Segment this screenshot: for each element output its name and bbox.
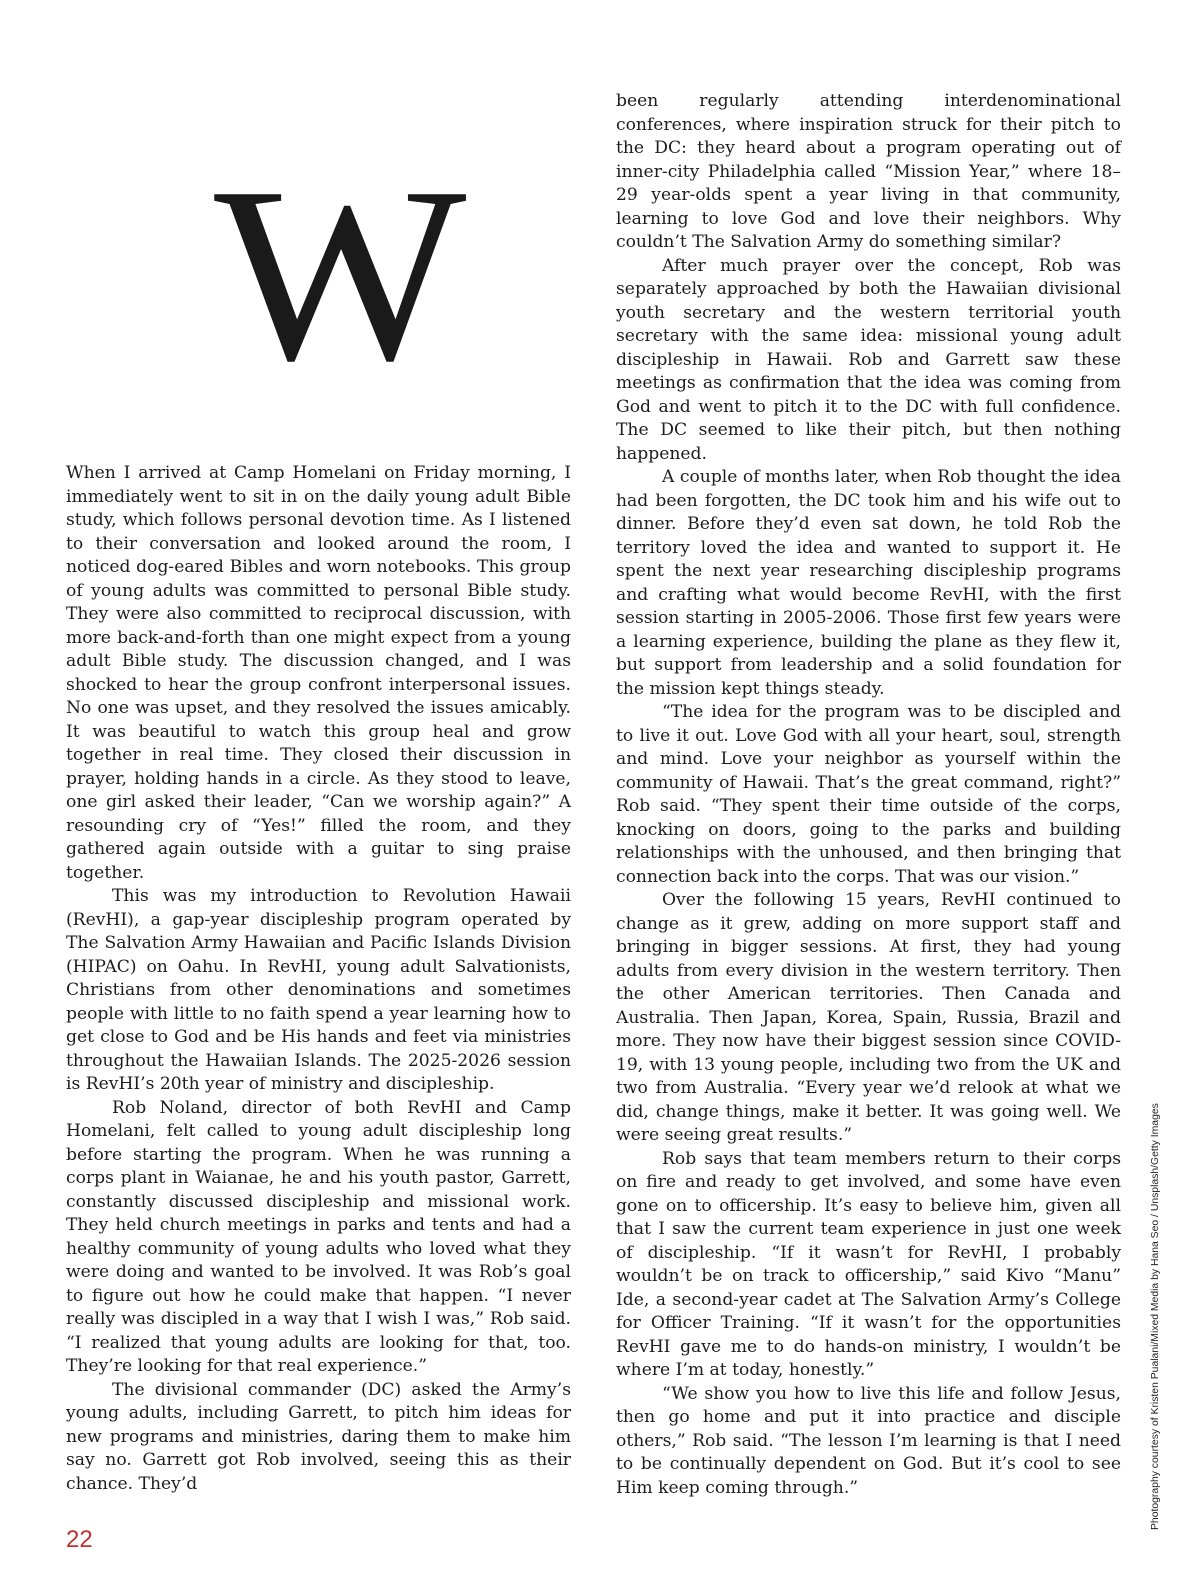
article-paragraph: After much prayer over the concept, Rob was separately approached by both the Hawaiian divisional youth secretary and the western territorial youth secretary with the same idea: missional young adult discipleship in Hawaii. Rob and Garrett saw these meetings as confirmation that the idea was coming from God and went to pitch it to the DC with full confidence. The DC seemed to like their pitch, but then nothing happened.	[616, 255, 1121, 464]
article-paragraph: “We show you how to live this life and follow Jesus, then go home and put it into practice and disciple others,” Rob said. “The lesson I’m learning is that I need to be continually dependent on God. But it’s cool to see Him keep coming through.”	[616, 1383, 1121, 1498]
page-number: 22	[66, 1526, 93, 1553]
photo-credit: Photography courtesy of Kristen Pualani/Mixed Media by Hana Seo / Unsplash/Getty Images	[1150, 1103, 1161, 1530]
article-paragraph: Rob says that team members return to their corps on fire and ready to get involved, and some have even gone on to officership. It’s easy to believe him, given all that I saw the current team experience in just one week of discipleship. “If it wasn’t for RevHI, I probably wouldn’t be on track to officership,” said Kivo “Manu” Ide, a second-year cadet at The Salvation Army’s College for Officer Training. “If it wasn’t for the opportunities RevHI gave me to do hands-on ministry, I wouldn’t be where I’m at today, honestly.”	[616, 1148, 1121, 1380]
article-column-left	[66, 462, 571, 1496]
article-paragraph: “The idea for the program was to be discipled and to live it out. Love God with all your heart, soul, strength and mind. Love your neighbor as yourself within the community of Hawaii. That’s the great command, right?” Rob said. “They spent their time outside of the corps, knocking on doors, going to the parks and building relationships with the unhoused, and then bringing that connection back into the corps. That was our vision.”	[616, 702, 1121, 887]
article-paragraph: been regularly attending interdenominational conferences, where inspiration struck for their pitch to the DC: they heard about a program operating out of inner-city Philadelphia called “Mission Year,” where 18–29 year-olds spent a year living in that community, learning to love God and love their neighbors. Why couldn’t The Salvation Army do something similar?	[616, 91, 1121, 252]
article-paragraph: Over the following 15 years, RevHI continued to change as it grew, adding on more support staff and bringing in bigger sessions. At first, they had young adults from every division in the western territory. Then the other American territories. Then Canada and Australia. Then Japan, Korea, Spain, Russia, Brazil and more. They now have their biggest session since COVID-19, with 13 young people, including two from the UK and two from Australia. “Every year we’d relook at what we did, change things, make it better. It was going well. We were seeing great results.”	[616, 890, 1121, 1145]
article-paragraph: The divisional commander (DC) asked the Army’s young adults, including Garrett, to pitch him ideas for new programs and ministries, daring them to make him say no. Garrett got Rob involved, seeing this as their chance. They’d	[66, 1379, 571, 1494]
article-column-right	[616, 90, 1121, 1500]
article-paragraph: Rob Noland, director of both RevHI and Camp Homelani, felt called to young adult discipleship long before starting the program. When he was running a corps plant in Waianae, he and his youth pastor, Garrett, constantly discussed discipleship and missional work. They held church meetings in parks and tents and had a healthy community of young adults who loved what they were doing and wanted to be involved. It was Rob’s goal to figure out how he could make that happen. “I never really was discipled in a way that I wish I was,” Rob said. “I realized that young adults are looking for that, too. They’re looking for that real experience.”	[66, 1097, 571, 1376]
drop-cap-letter: W	[214, 136, 467, 413]
article-paragraph: A couple of months later, when Rob thought the idea had been forgotten, the DC took him and his wife out to dinner. Before they’d even sat down, he told Rob the territory loved the idea and wanted to support it. He spent the next year researching discipleship programs and crafting what would become RevHI, with the first session starting in 2005-2006. Those first few years were a learning experience, building the plane as they flew it, but support from leadership and a solid foundation for the mission kept things steady.	[616, 467, 1121, 699]
article-paragraph: This was my introduction to Revolution Hawaii (RevHI), a gap-year discipleship program operated by The Salvation Army Hawaiian and Pacific Islands Division (HIPAC) on Oahu. In RevHI, young adult Salvationists, Christians from other denominations and sometimes people with little to no faith spend a year learning how to get close to God and be His hands and feet via ministries throughout the Hawaiian Islands. The 2025-2026 session is RevHI’s 20th year of ministry and discipleship.	[66, 886, 571, 1094]
article-paragraph: When I arrived at Camp Homelani on Friday morning, I immediately went to sit in on the daily young adult Bible study, which follows personal devotion time. As I listened to their conversation and looked around the room, I noticed dog-eared Bibles and worn notebooks. This group of young adults was committed to personal Bible study. They were also committed to reciprocal discussion, with more back-and-forth than one might expect from a young adult Bible study. The discussion changed, and I was shocked to hear the group confront interpersonal issues. No one was upset, and they resolved the issues amicably. It was beautiful to watch this group heal and grow together in real time. They closed their discussion in prayer, holding hands in a circle. As they stood to leave, one girl asked their leader, “Can we worship again?” A resounding cry of “Yes!” filled the room, and they gathered again outside with a guitar to sing praise together.	[66, 463, 571, 883]
